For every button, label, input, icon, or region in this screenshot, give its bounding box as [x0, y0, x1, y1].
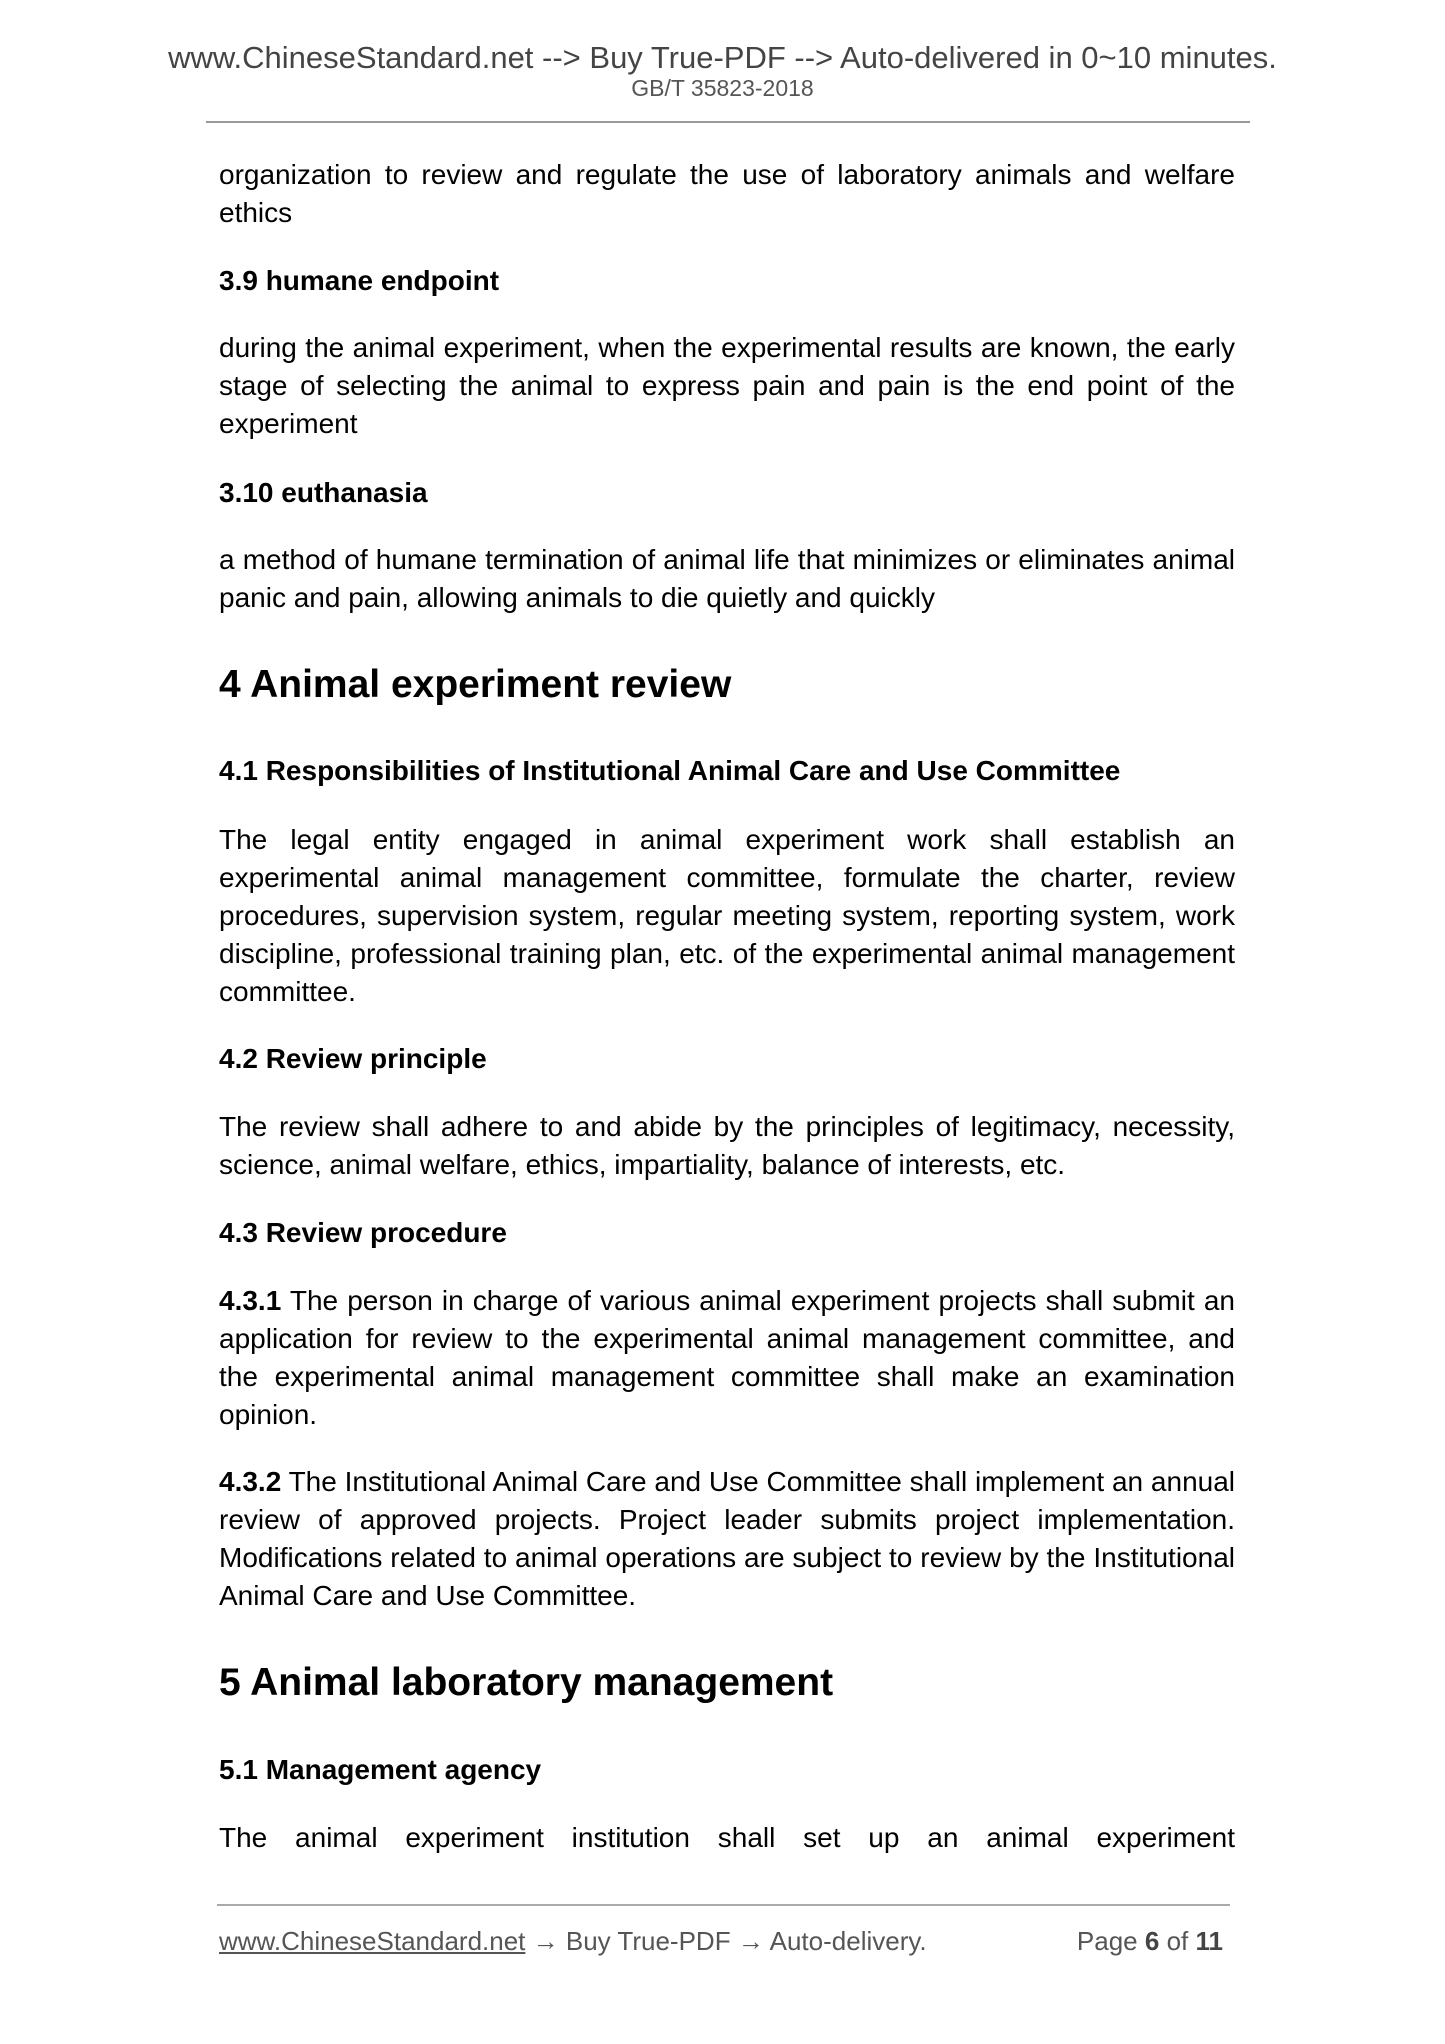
paragraph-3-9: during the animal experiment, when the experimental results are known, the early stage of selecting the animal to express pain and pain is the end point of the experiment [219, 332, 1235, 439]
clause-text: The Institutional Animal Care and Use Committee shall implement an annual review of approved projects. Project leader submits project implementation. Modifications related to animal operations are subject to review by the Institutional Animal Care and Use Committee. [219, 1466, 1235, 1611]
footer-link[interactable]: www.ChineseStandard.net [219, 1926, 526, 1956]
page-label: Page [1076, 1926, 1138, 1956]
paragraph-4-1: The legal entity engaged in animal experiment work shall establish an experimental animal management committee, formulate the charter, review procedures, supervision system, regular meeting system, reporting system, work discipline, professional training plan, etc. of the experimental animal management committee. [219, 824, 1235, 1007]
arrow-icon: → [737, 1926, 764, 1956]
heading-5-1: 5.1 Management agency [219, 1754, 542, 1785]
heading-4-2: 4.2 Review principle [219, 1043, 487, 1074]
clause-number: 4.3.1 [219, 1285, 282, 1316]
footer-divider [217, 1904, 1230, 1906]
header-banner: www.ChineseStandard.net --> Buy True-PDF --> Auto-delivered in 0~10 minutes. [168, 40, 1277, 75]
heading-4: 4 Animal experiment review [219, 663, 732, 706]
heading-3-10: 3.10 euthanasia [219, 477, 428, 508]
paragraph-4-2: The review shall adhere to and abide by the principles of legitimacy, necessity, science, animal welfare, ethics, impartiality, balance of interests, etc. [219, 1111, 1235, 1180]
paragraph-3-10: a method of humane termination of animal life that minimizes or eliminates animal panic and pain, allowing animals to die quietly and quickly [219, 544, 1235, 613]
current-page: 6 [1144, 1926, 1160, 1956]
clause-text: The person in charge of various animal experiment projects shall submit an application for review to the experimental animal management committee, and the experimental animal management committee shall make an examination opinion. [219, 1285, 1235, 1430]
arrow-icon: → [532, 1926, 559, 1956]
page-indicator [1077, 1925, 1223, 1957]
footer-delivery: Auto-delivery. [769, 1926, 927, 1956]
heading-3-9: 3.9 humane endpoint [219, 265, 500, 296]
standard-number: GB/T 35823-2018 [631, 75, 814, 101]
paragraph-4-3-1 [219, 1282, 1235, 1434]
total-pages: 11 [1195, 1926, 1223, 1956]
of-label: of [1166, 1926, 1189, 1956]
heading-5: 5 Animal laboratory management [219, 1661, 834, 1704]
footer-text [219, 1925, 927, 1957]
heading-4-1: 4.1 Responsibilities of Institutional Animal Care and Use Committee [219, 755, 1121, 786]
heading-4-3: 4.3 Review procedure [219, 1217, 507, 1248]
clause-number: 4.3.2 [219, 1466, 282, 1497]
paragraph-continuation: organization to review and regulate the use of laboratory animals and welfare ethics [219, 159, 1235, 228]
paragraph-4-3-2 [219, 1463, 1235, 1615]
header-divider [206, 121, 1250, 123]
footer-buy: Buy True-PDF [565, 1926, 731, 1956]
paragraph-5-1: The animal experiment institution shall set up an animal experiment [219, 1822, 1235, 1853]
